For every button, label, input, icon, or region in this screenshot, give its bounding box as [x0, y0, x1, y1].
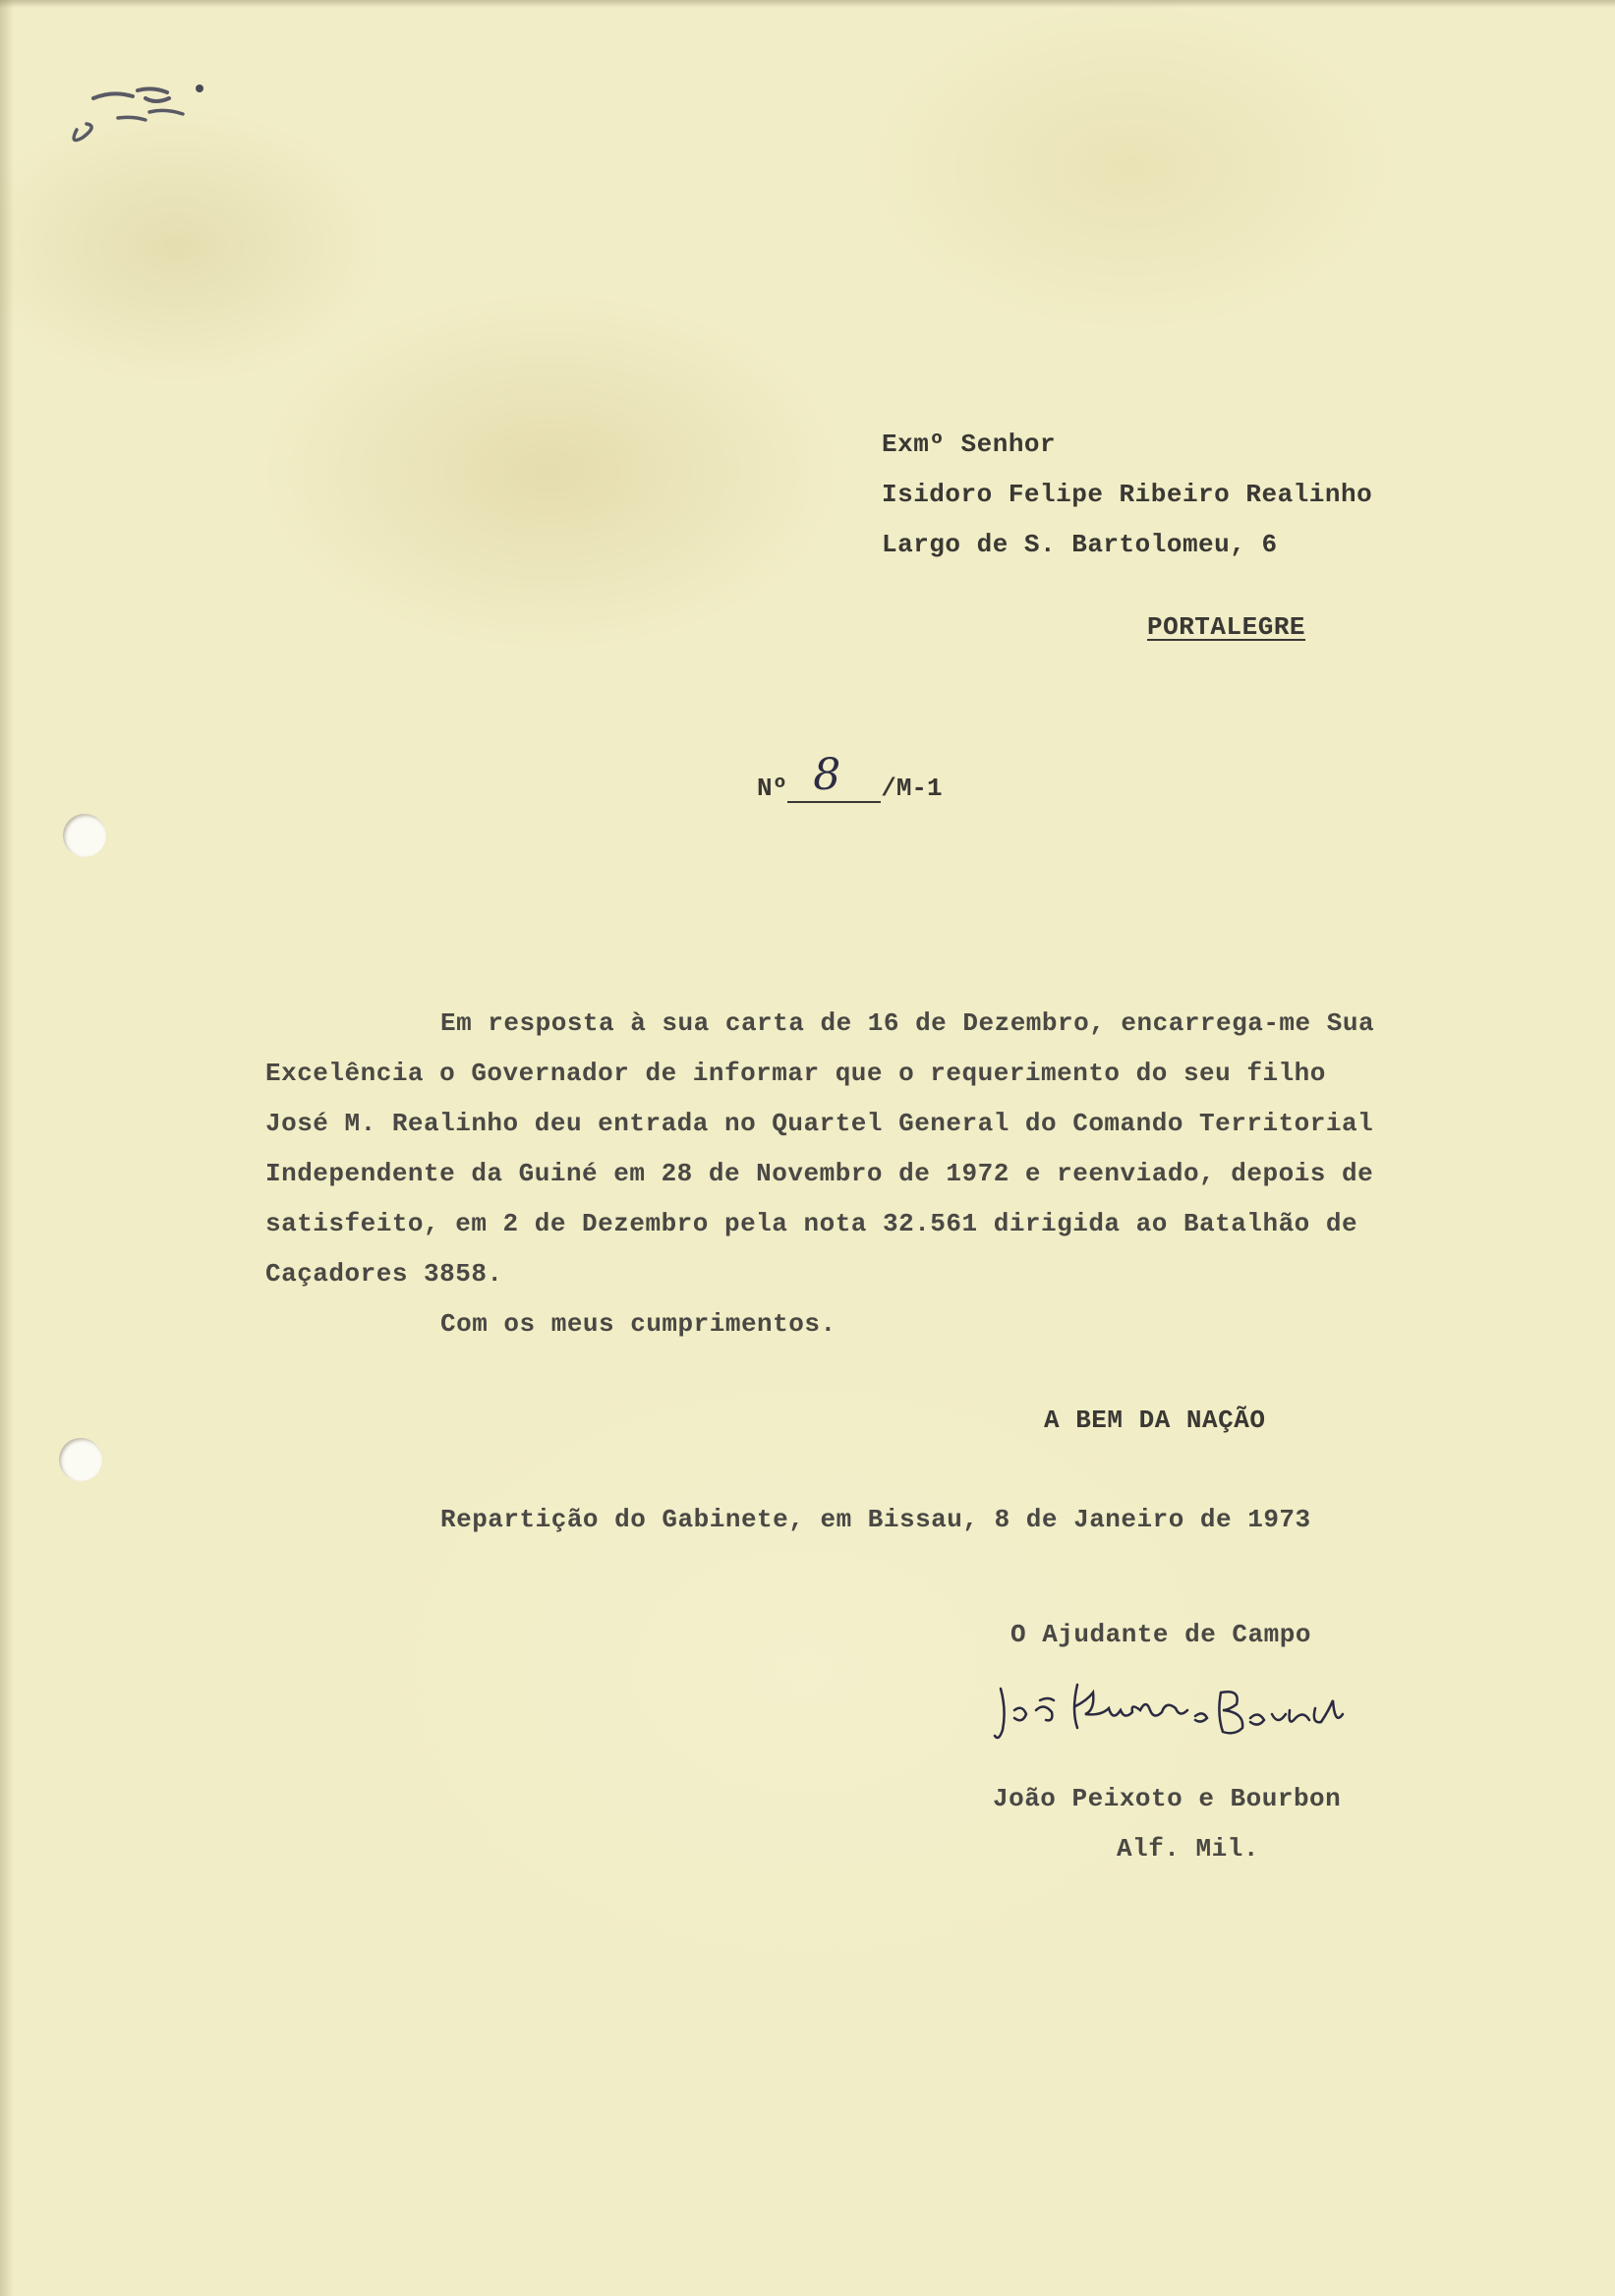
- motto: A BEM DA NAÇÃO: [1044, 1406, 1266, 1435]
- reference-suffix: /M-1: [881, 774, 943, 803]
- signatory-rank: Alf. Mil.: [1117, 1834, 1259, 1864]
- signatory-name: João Peixoto e Bourbon: [993, 1784, 1342, 1813]
- reference-handwritten-number: 8: [813, 750, 841, 800]
- body-line: Excelência o Governador de informar que o requerimento do seu filho: [265, 1059, 1326, 1088]
- body-line: satisfeito, em 2 de Dezembro pela nota 32.561 dirigida ao Batalhão de: [265, 1209, 1358, 1238]
- addressee-salutation: Exmº Senhor: [882, 430, 1057, 459]
- corner-pencil-mark: [59, 69, 216, 167]
- addressee-name: Isidoro Felipe Ribeiro Realinho: [882, 480, 1373, 509]
- body-line: Independente da Guiné em 28 de Novembro de 1972 e reenviado, depois de: [265, 1159, 1374, 1188]
- signatory-role: O Ajudante de Campo: [1010, 1620, 1311, 1649]
- reference-prefix: Nº: [757, 774, 788, 803]
- body-line: Caçadores 3858.: [265, 1259, 503, 1289]
- punch-hole-bottom: [59, 1438, 102, 1481]
- addressee-city: PORTALEGRE: [1147, 612, 1306, 642]
- body-closing: Com os meus cumprimentos.: [440, 1309, 836, 1339]
- page-top-shadow: [0, 0, 1615, 8]
- place-date: Repartição do Gabinete, em Bissau, 8 de Janeiro de 1973: [440, 1505, 1311, 1534]
- punch-hole-top: [63, 814, 106, 857]
- body-line: José M. Realinho deu entrada no Quartel General do Comando Territorial: [265, 1109, 1374, 1138]
- addressee-street: Largo de S. Bartolomeu, 6: [882, 530, 1278, 559]
- body-line: Em resposta à sua carta de 16 de Dezembro, encarrega-me Sua: [440, 1008, 1375, 1038]
- reference-blank: [787, 750, 881, 803]
- page-edge-shadow: [0, 0, 14, 2296]
- reference-number-line: [757, 750, 943, 803]
- handwritten-signature: [993, 1671, 1347, 1750]
